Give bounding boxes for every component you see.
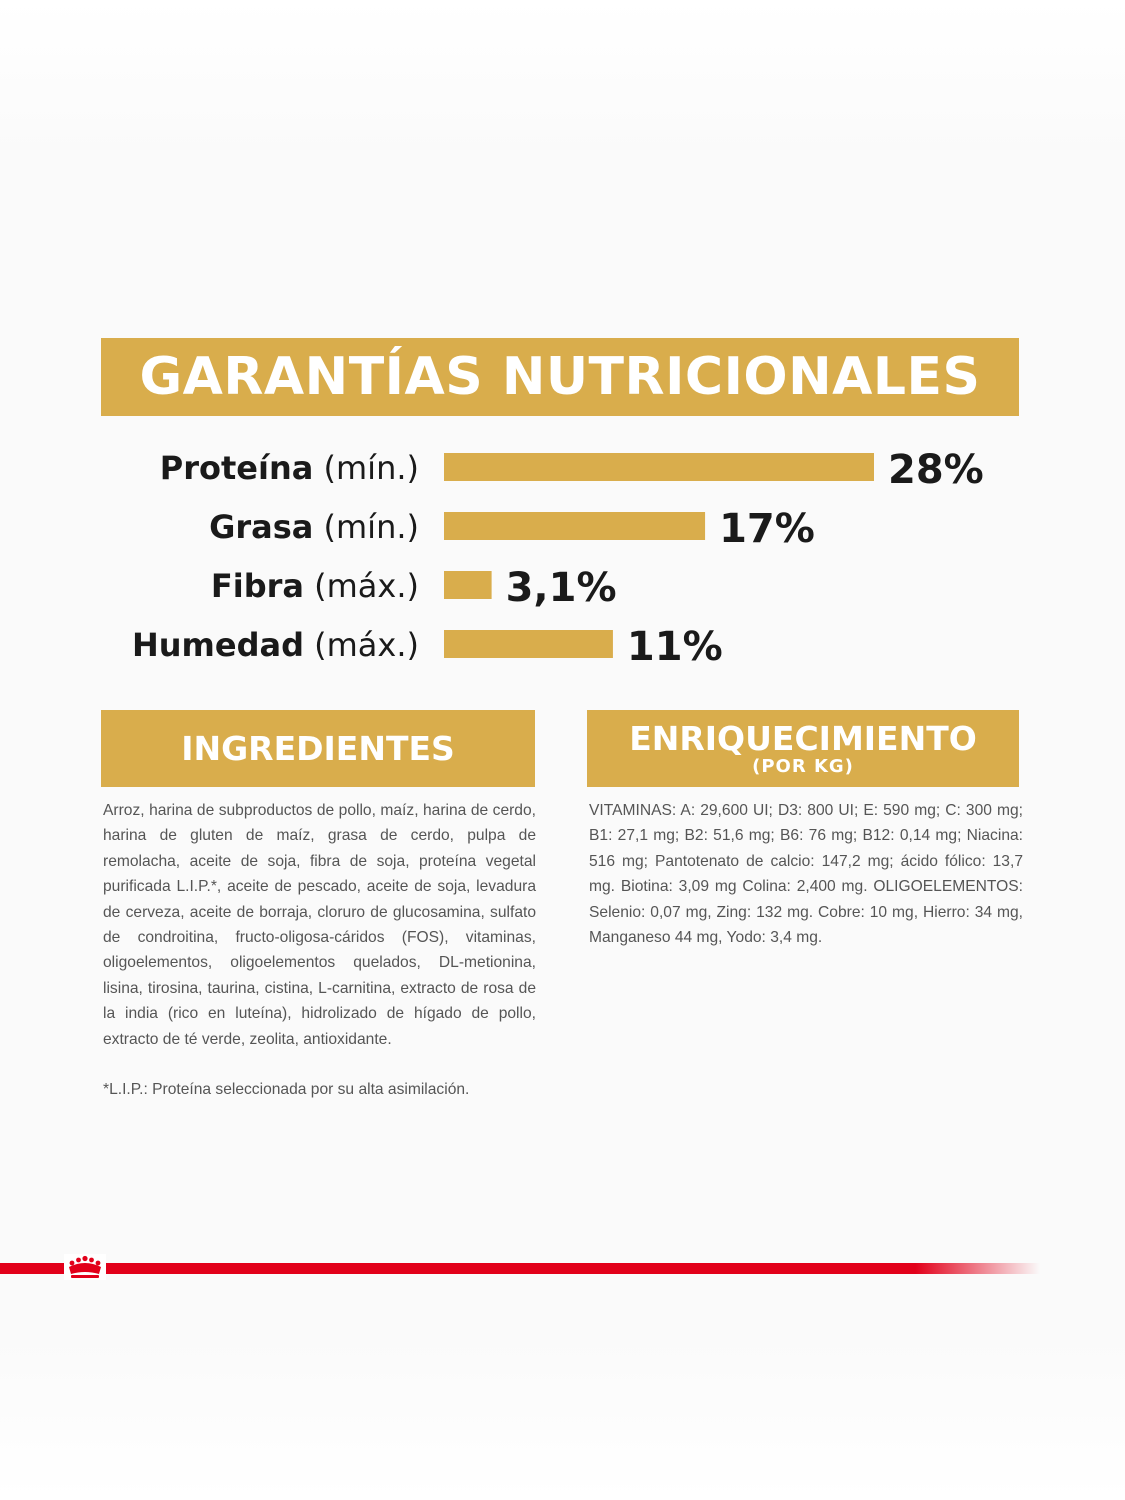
ingredients-heading: INGREDIENTES — [181, 728, 455, 768]
crown-icon — [64, 1254, 106, 1280]
page-title: GARANTÍAS NUTRICIONALES — [139, 347, 981, 407]
bar — [444, 512, 705, 540]
category-label — [160, 449, 419, 487]
category-label — [211, 567, 419, 605]
bar — [444, 571, 492, 599]
enrichment-text: VITAMINAS: A: 29,600 UI; D3: 800 UI; E: 590 mg; C: 300 mg; B1: 27,1 mg; B2: 51,6 mg; B6: 76 mg; B12: 0,14 mg; Niacina: 516 mg; Pantotenato de calcio: 147,2 mg; ácido fólico: 13,7 mg. Biotina: 3,09 mg Colina: 2,400 mg. OLIGOELEMENTOS: Selenio: 0,07 mg, Zing: 132 mg. Cobre: 10 mg, Hierro: 34 mg, Manganeso 44 mg, Yodo: 3,4 mg. — [589, 802, 1023, 947]
category-label — [209, 508, 419, 546]
category-qualifier: (máx.) — [303, 626, 419, 664]
ingredients-text: Arroz, harina de subproductos de pollo, maíz, harina de cerdo, harina de gluten de maíz, grasa de cerdo, pulpa de remolacha, aceite de soja, fibra de soja, proteína vegetal purificada L.I.P.*, aceite de pescado, aceite de soja, levadura de cerveza, aceite de borraja, cloruro de glucosamina, sulfato de condroitina, fructo-oligosa-cáridos (FOS), vitaminas, oligoelementos, oligoelementos quelados, DL-metionina, lisina, tirosina, taurina, cistina, L-carnitina, extracto de rosa de la india (rico en luteína), hidrolizado de hígado de pollo, extracto de té verde, zeolita, antioxidante. — [103, 802, 536, 1048]
enrichment-heading: ENRIQUECIMIENTO — [629, 718, 977, 758]
bar — [444, 630, 613, 658]
category-qualifier: (mín.) — [313, 508, 419, 546]
enrichment-header — [587, 710, 1019, 787]
bar-value-label: 3,1% — [505, 565, 617, 611]
category-name: Fibra — [210, 567, 304, 605]
bar-value-label: 28% — [888, 447, 984, 493]
title-banner — [101, 338, 1019, 416]
ingredients-footnote: *L.I.P.: Proteína seleccionada por su alta asimilación. — [103, 1081, 470, 1098]
category-label — [132, 626, 419, 664]
ingredients-header — [101, 710, 535, 787]
footer-red-line — [0, 1263, 1040, 1274]
bar-value-label: 11% — [626, 624, 723, 670]
category-name: Humedad — [131, 626, 304, 664]
category-name: Proteína — [159, 449, 314, 487]
bar — [444, 453, 874, 481]
bar-value-label: 17% — [719, 506, 815, 552]
category-name: Grasa — [209, 508, 314, 546]
category-qualifier: (máx.) — [303, 567, 419, 605]
category-qualifier: (mín.) — [313, 449, 419, 487]
enrichment-subheading: (POR KG) — [752, 755, 854, 777]
nutrition-bar-chart — [0, 430, 1125, 680]
